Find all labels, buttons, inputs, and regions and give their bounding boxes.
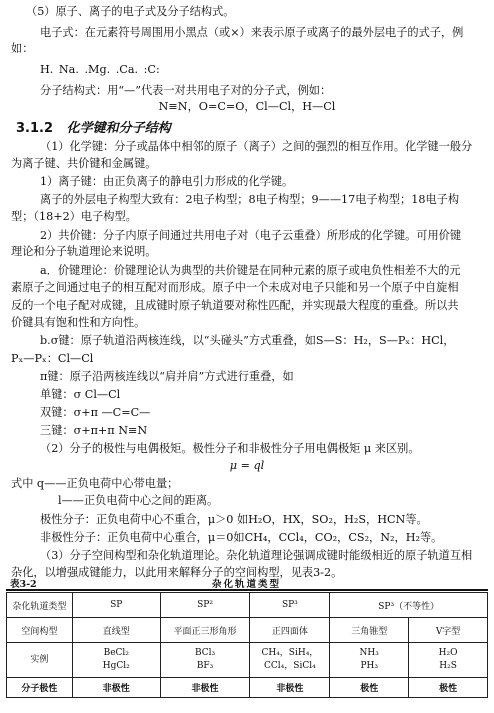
paragraph-line: 理论和分子轨道理论来说明。 <box>11 245 157 258</box>
paragraph-line: 极性分子：正负电荷中心不重合，μ＞0 如H₂O，HX，SO₂，H₂S，HCN等。 <box>40 513 428 526</box>
table-header-cell: SP² <box>160 593 250 618</box>
table-cell: 极性 <box>330 678 409 698</box>
table-cell: 非极性 <box>250 678 330 698</box>
table-cell: 非极性 <box>72 678 160 698</box>
table-cell: 分子极性 <box>7 678 73 698</box>
section-heading <box>16 121 171 136</box>
heading-electron-formula: （5）原子、离子的电子式及分子结构式。 <box>26 5 235 18</box>
table-cell: NH₃ PH₃ <box>330 643 409 678</box>
paragraph-line: 素原子之间通过电子的相互配对而形成。原子中一个未成对电子只能和另一个原子中自旋相 <box>11 281 459 294</box>
table-cell: 三角锥型 <box>330 618 409 643</box>
table-cell: 正四面体 <box>250 618 330 643</box>
table-cell: V字型 <box>409 618 488 643</box>
paragraph-line: 型；（18+2）电子构型。 <box>11 210 137 223</box>
table-row <box>7 678 488 698</box>
paragraph-line: 非极性分子：正负电荷中心重合，μ＝0如CH₄，CCl₄，CO₂，CS₂，N₂，H₂等。 <box>40 531 443 544</box>
table-cell: H₂O H₂S <box>409 643 488 678</box>
paragraph-line: a．价键理论：价键理论认为典型的共价键是在同种元素的原子或电负性相差不大的元 <box>40 264 461 277</box>
table-cell: BCl₃ BF₃ <box>160 643 250 678</box>
table-top-rule <box>6 589 488 591</box>
table-cell: 空间构型 <box>7 618 73 643</box>
paragraph-line: 为离子键、共价键和金属键。 <box>11 157 157 170</box>
paragraph-line: Pₓ—Pₓ：Cl—Cl <box>11 352 94 365</box>
paragraph-line: b.σ键：原子轨道沿两核连线，以“头碰头”方式重叠，如S—S：H₂，S—Pₓ：HCl， <box>40 334 455 347</box>
bond-type-line: 双键：σ+π —C=C— <box>40 406 151 419</box>
paragraph-line: 离子的外层电子构型大致有：2电子构型；8电子构型；9——17电子构型；18电子构 <box>40 193 460 206</box>
paragraph-line: （2）分子的极性与电偶极矩。极性分子和非极性分子用电偶极矩 μ 来区别。 <box>40 442 420 455</box>
paragraph-line: 式中 q——正负电荷中心带电量； <box>11 477 179 490</box>
table-row <box>7 618 488 643</box>
table-label: 表3-2 <box>10 579 37 590</box>
table-cell: 直线型 <box>72 618 160 643</box>
hybridization-table <box>6 592 488 698</box>
paragraph-line: （1）化学键：分子或晶体中相邻的原子（离子）之间的强烈的相互作用。化学键一般分 <box>40 140 473 153</box>
table-header-cell: SP³ <box>250 593 330 618</box>
dipole-equation: μ = ql <box>229 459 265 472</box>
table-cell: CH₄，SiH₄， CCl₄，SiCl₄ <box>250 643 330 678</box>
table-cell: 非极性 <box>160 678 250 698</box>
table-cell: 实例 <box>7 643 73 678</box>
table-header-row <box>7 593 488 618</box>
bond-type-line: 三键：σ+π+π N≡N <box>40 424 148 437</box>
paragraph-line: 1）离子键：由正负离子的静电引力形成的化学键。 <box>40 175 294 188</box>
table-header-cell: 杂化轨道类型 <box>7 593 73 618</box>
table-cell: BeCl₂ HgCl₂ <box>72 643 160 678</box>
section-number: 3.1.2 <box>16 121 54 136</box>
paragraph-line: 价键具有饱和性和方向性。 <box>11 316 146 329</box>
paragraph-line: 分子结构式：用“—”代表一对共用电子对的分子式，例如： <box>40 84 332 97</box>
structural-formula-examples: N≡N，O=C=O，Cl—Cl，H—Cl <box>158 100 336 113</box>
paragraph-line: 如： <box>11 42 34 55</box>
table-header-cell: SP³（不等性） <box>330 593 488 618</box>
paragraph-line: π键：原子沿两核连线以“肩并肩”方式进行重叠，如 <box>40 370 294 383</box>
paragraph-line: 2）共价键：分子内原子间通过共用电子对（电子云重叠）所形成的化学键。可用价键 <box>40 229 462 242</box>
electron-dot-examples: H. Na. .Mg. .Ca. :C: <box>40 63 160 76</box>
paragraph-line: 电子式：在元素符号周围用小黑点（或×）来表示原子或离子的最外层电子的式子，例 <box>40 26 464 39</box>
table-header-cell: SP <box>72 593 160 618</box>
paragraph-line: 反的一个电子配对成键，且成键时原子轨道要对称性匹配，并实现最大程度的重叠。所以共 <box>11 299 459 312</box>
paragraph-line: 杂化，以增强成键能力，以此用来解释分子的空间构型，见表3-2。 <box>11 566 343 579</box>
table-cell: 极性 <box>409 678 488 698</box>
paragraph-line: l——正负电荷中心之间的距离。 <box>58 494 219 507</box>
section-title: 化学键和分子结构 <box>66 121 171 136</box>
paragraph-line: （3）分子空间构型和杂化轨道理论。杂化轨道理论强调成键时能级相近的原子轨道互相 <box>40 549 473 562</box>
bond-type-line: 单键：σ Cl—Cl <box>40 388 121 401</box>
table-row <box>7 643 488 678</box>
table-cell: 平面正三形角形 <box>160 618 250 643</box>
table-title: 杂化轨道类型 <box>212 579 282 590</box>
